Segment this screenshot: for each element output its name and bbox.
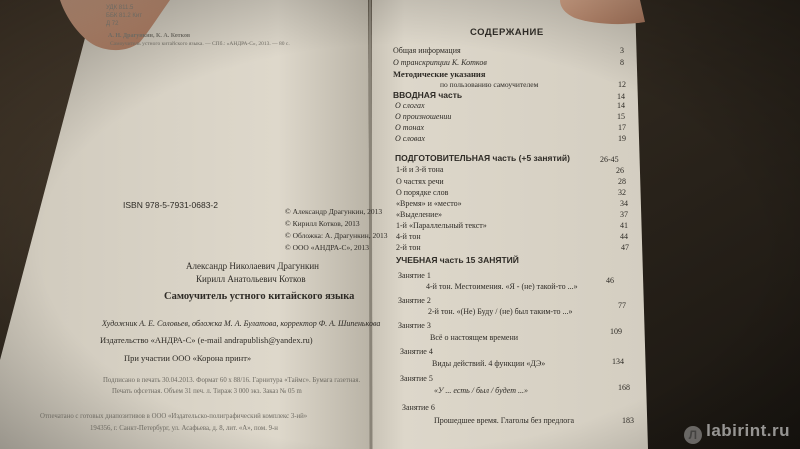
print-details-1: Подписано в печать 30.04.2013. Формат 60 х 88/16. Гарнитура «Таймс». Бумага газетная.: [103, 377, 361, 384]
toc-part2-item-1-page: 26: [616, 166, 624, 175]
imprint-authors: А. Н. Драгункин, К. А. Котков: [108, 33, 191, 39]
toc-part1-item-1: О слогах: [395, 101, 425, 110]
lesson-1-page: 46: [606, 276, 614, 285]
toc-part2-item-8: 2-й тон: [396, 243, 421, 252]
toc-part1-item-3-page: 17: [618, 123, 626, 132]
publisher-line: Издательство «АНДРА-С» (e-mail andrapublish@yandex.ru): [100, 335, 313, 345]
contents-heading: СОДЕРЖАНИЕ: [470, 27, 544, 38]
lesson-3-label: Занятие 3: [398, 321, 431, 330]
toc-part2-item-3: О порядке слов: [396, 188, 449, 197]
udc-line: УДК 811.5: [106, 5, 134, 11]
lesson-6-topic: Прошедшее время. Глаголы без предлога: [434, 416, 575, 425]
toc-part1-item-1-page: 14: [617, 101, 625, 110]
print-details-2: Печать офсетная. Объем 31 печ. л. Тираж 3 000 экз. Заказ № 05 m: [112, 388, 302, 395]
toc-intro-4-page: 12: [618, 80, 626, 89]
lesson-3-page: 109: [610, 327, 622, 336]
watermark-text: labirint.ru: [706, 421, 790, 440]
toc-part1-page: 14: [617, 92, 625, 101]
toc-intro-2-page: 8: [620, 58, 624, 67]
lesson-4-label: Занятие 4: [400, 347, 433, 356]
toc-part3-title: УЧЕБНАЯ часть 15 ЗАНЯТИЙ: [396, 255, 519, 265]
copyright-2: © Кирилл Котков, 2013: [285, 219, 360, 228]
print-details-4: 194356, г. Санкт-Петербург, ул. Асафьева, д. 8, лит. «А», пом. 9-н: [90, 425, 278, 432]
copyright-1: © Александр Драгункин, 2013: [285, 207, 383, 216]
printing-partner: При участии ООО «Корона принт»: [124, 353, 252, 363]
print-details-3: Отпечатано с готовых диапозитивов в ООО «Издательско-полиграфический комплекс 3-ий»: [40, 413, 308, 420]
lesson-4-page: 134: [612, 357, 624, 366]
toc-part2-item-5: «Выделение»: [396, 210, 442, 219]
lesson-6-label: Занятие 6: [402, 403, 435, 412]
lesson-2-label: Занятие 2: [398, 296, 431, 305]
toc-part2-item-3-page: 32: [618, 188, 626, 197]
toc-part2-item-6-page: 41: [620, 221, 628, 230]
lesson-2-topic: 2-й тон. «(Не) Буду / (не) был таким-то ...»: [428, 307, 573, 316]
toc-part2-item-7-page: 44: [620, 232, 628, 241]
copyright-3: © Обложка: А. Драгункин, 2013: [285, 231, 388, 240]
lesson-1-topic: 4-й тон. Местоимения. «Я - (не) такой-то ...»: [426, 282, 578, 291]
toc-part2-title: ПОДГОТОВИТЕЛЬНАЯ часть (+5 занятий): [395, 153, 570, 163]
toc-intro-3-label: Методические указания: [393, 69, 486, 79]
lesson-5-topic: «У ... есть / был / будет ...»: [434, 386, 528, 395]
author-name-1: Александр Николаевич Драгункин: [186, 261, 319, 271]
toc-part1-item-3: О тонах: [395, 123, 425, 132]
toc-intro-1-page: 3: [620, 46, 624, 55]
lesson-6-page: 183: [622, 416, 634, 425]
labirint-logo-icon: Л: [684, 426, 702, 444]
toc-part2-item-5-page: 37: [620, 210, 628, 219]
bbk-line: ББК 81.2 Кит: [106, 13, 142, 19]
toc-part1-title: ВВОДНАЯ часть: [393, 90, 463, 100]
d72-line: Д 72: [106, 21, 119, 27]
toc-part2-item-1: 1-й и 3-й тона: [396, 165, 444, 174]
toc-part2-page: 26-45: [600, 155, 619, 164]
toc-part2-item-8-page: 47: [621, 243, 629, 252]
lesson-5-label: Занятие 5: [400, 374, 433, 383]
toc-part2-item-4-page: 34: [620, 199, 628, 208]
watermark: [684, 421, 790, 444]
toc-intro-2-label: О транскрипции К. Котков: [393, 58, 487, 67]
toc-part2-item-4: «Время» и «место»: [396, 199, 462, 208]
author-name-2: Кирилл Анатольевич Котков: [196, 274, 306, 284]
lesson-3-topic: Всё о настоящем времени: [430, 333, 519, 342]
toc-part1-item-2: О произношении: [395, 112, 452, 121]
toc-intro-1-label: Общая информация: [393, 46, 461, 55]
toc-part2-item-6: 1-й «Параллельный текст»: [396, 221, 487, 230]
toc-intro-4-label: по пользованию самоучителем: [440, 80, 539, 89]
lesson-5-page: 168: [618, 383, 630, 392]
imprint-annotation: Самоучитель устного китайского языка. — СПб.: «АНДРА-С», 2013. — 80 с.: [110, 41, 290, 47]
isbn: ISBN 978-5-7931-0683-2: [123, 200, 218, 210]
toc-part1-item-2-page: 15: [617, 112, 625, 121]
lesson-4-topic: Виды действий. 4 функции «ДЭ»: [432, 359, 546, 368]
toc-part2-item-7: 4-й тон: [396, 232, 421, 241]
toc-part1-item-4-page: 19: [618, 134, 626, 143]
artists-line: Художник А. Е. Соловьев, обложка М. А. Булатова, корректор Ф. А. Шипенькова: [102, 319, 381, 328]
lesson-2-page: 77: [618, 301, 626, 310]
toc-part2-item-2-page: 28: [618, 177, 626, 186]
toc-part1-item-4: О словах: [395, 134, 425, 143]
lesson-1-label: Занятие 1: [398, 271, 431, 280]
book-title: Самоучитель устного китайского языка: [164, 291, 355, 302]
toc-part2-item-2: О частях речи: [396, 177, 444, 186]
copyright-4: © ООО «АНДРА-С», 2013: [285, 243, 370, 252]
